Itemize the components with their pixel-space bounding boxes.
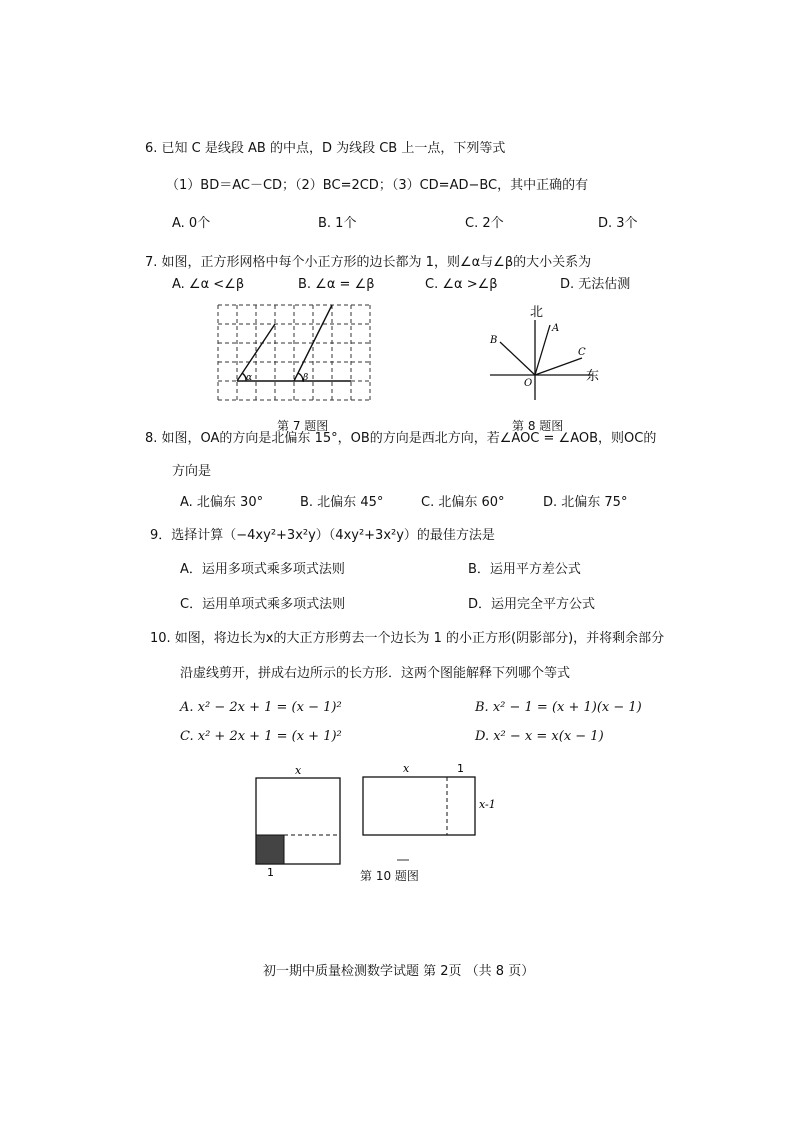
q8-option-c: C. 北偏东 60° (421, 495, 505, 510)
label-x-left: x (295, 764, 302, 777)
ray-ob (500, 342, 535, 375)
point-c-label: C (578, 347, 586, 358)
q6-conditions: （1）BD＝AC－CD；（2）BC=2CD；（3）CD=AD−BC，其中正确的有 (166, 178, 589, 193)
q10-figure (245, 760, 515, 880)
q10-figure-caption: 第 10 题图 (360, 869, 419, 883)
label-x-minus-1: x-1 (479, 798, 496, 811)
q10-stem: 10. 如图，将边长为x的大正方形剪去一个边长为 1 的小正方形(阴影部分)，并将剩余部分 (150, 631, 665, 646)
q10-stem-continued: 沿虚线剪开，拼成右边所示的长方形．这两个图能解释下列哪个等式 (180, 666, 571, 681)
label-1-right: 1 (457, 762, 464, 775)
q7-option-b: B. ∠α = ∠β (298, 277, 375, 292)
page-footer: 初一期中质量检测数学试题 第 2页 （共 8 页） (263, 964, 535, 979)
label-x-right: x (403, 762, 410, 775)
north-label: 北 (530, 305, 544, 320)
label-1-left: 1 (267, 866, 274, 879)
q6-option-c: C. 2个 (465, 216, 504, 231)
grid-lines (218, 305, 370, 400)
q8-stem-continued: 方向是 (172, 464, 212, 479)
ray-oc (535, 358, 582, 375)
q8-option-d: D. 北偏东 75° (543, 495, 628, 510)
q6-option-b: B. 1个 (318, 216, 357, 231)
alpha-ray (237, 324, 275, 381)
q8-option-b: B. 北偏东 45° (300, 495, 384, 510)
q9-option-c: C．运用单项式乘多项式法则 (180, 597, 346, 612)
point-b-label: B (490, 335, 498, 346)
q10-option-c: C. x² + 2x + 1 = (x + 1)² (180, 729, 342, 744)
q6-option-a: A. 0个 (172, 216, 211, 231)
point-o-label: O (524, 378, 533, 389)
q6-option-d: D. 3个 (598, 216, 638, 231)
q9-stem: 9．选择计算（−4xy²+3x²y）（4xy²+3x²y）的最佳方法是 (150, 528, 495, 543)
q7-grid-figure (210, 300, 380, 408)
q10-option-d: D. x² − x = x(x − 1) (475, 729, 604, 744)
ray-oa (535, 325, 550, 375)
result-rectangle (363, 777, 475, 835)
q9-option-b: B．运用平方差公式 (468, 562, 581, 577)
q8-figure-caption: 第 8 题图 (512, 419, 564, 433)
q10-option-a: A. x² − 2x + 1 = (x − 1)² (180, 700, 342, 715)
q7-option-a: A. ∠α <∠β (172, 277, 245, 292)
q9-option-a: A．运用多项式乘多项式法则 (180, 562, 345, 577)
beta-label: β (303, 373, 309, 383)
q7-option-c: C. ∠α >∠β (425, 277, 498, 292)
q10-option-b: B. x² − 1 = (x + 1)(x − 1) (475, 700, 642, 715)
q8-direction-figure (480, 300, 620, 415)
q8-option-a: A. 北偏东 30° (180, 495, 264, 510)
q7-option-d: D. 无法估测 (560, 277, 631, 292)
alpha-label: α (246, 373, 253, 383)
q8-stem: 8. 如图，OA的方向是北偏东 15°，OB的方向是西北方向，若∠AOC = ∠AOB，则OC的 (145, 431, 657, 446)
q6-stem: 6. 已知 C 是线段 AB 的中点，D 为线段 CB 上一点，下列等式 (145, 141, 506, 156)
point-a-label: A (552, 323, 560, 334)
east-label: 东 (586, 369, 600, 384)
shaded-small-square (256, 835, 284, 864)
q7-figure-caption: 第 7 题图 (277, 419, 329, 433)
q7-stem: 7. 如图，正方形网格中每个小正方形的边长都为 1，则∠α与∠β的大小关系为 (145, 255, 592, 270)
q9-option-d: D．运用完全平方公式 (468, 597, 596, 612)
